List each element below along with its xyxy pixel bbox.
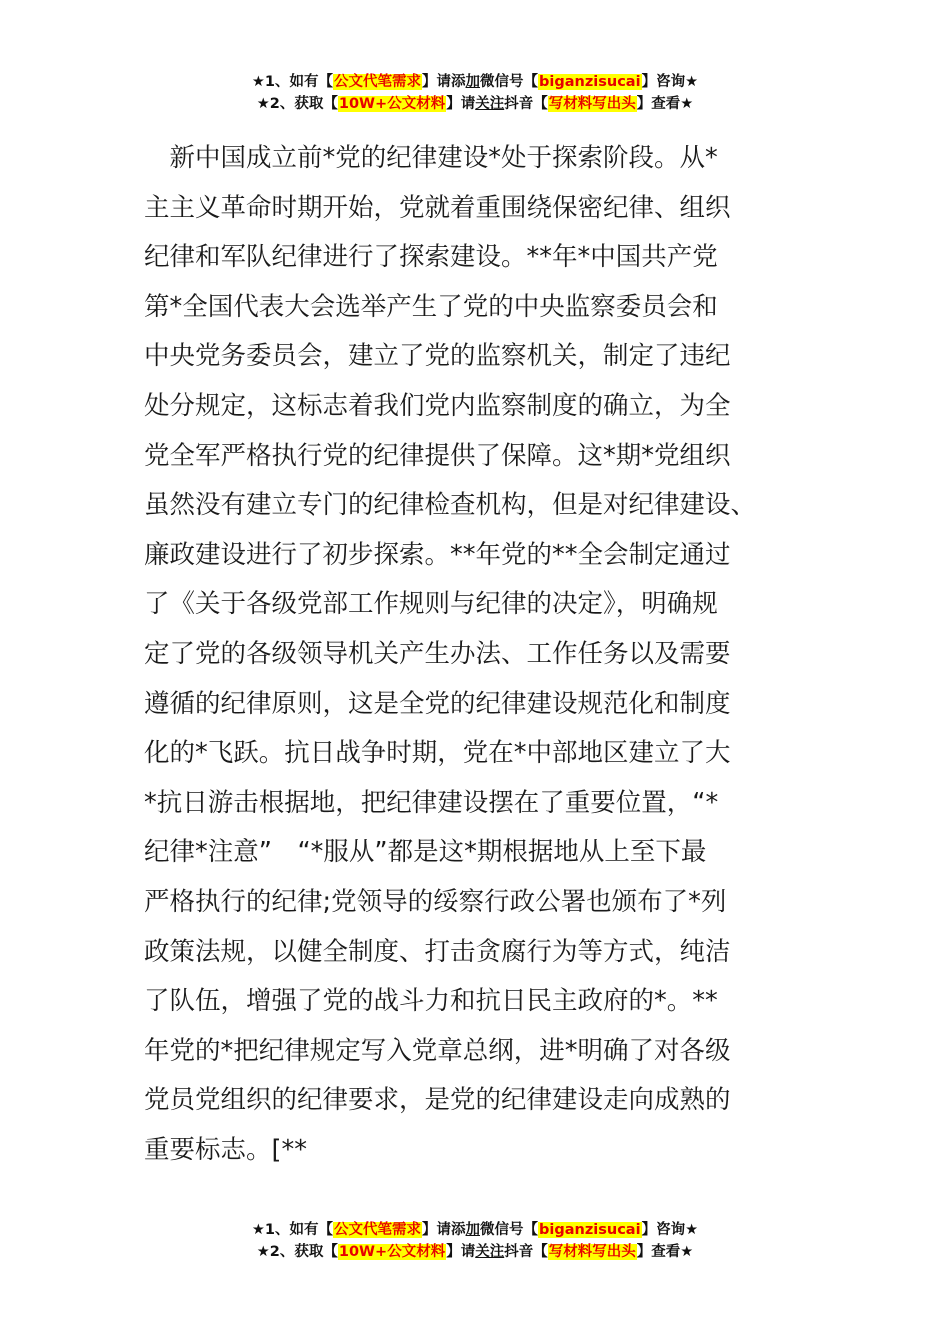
- banner-highlight-wechat: biganzisucai: [539, 74, 641, 90]
- body-line: 处分规定，这标志着我们党内监察制度的确立，为全: [144, 390, 731, 421]
- banner-text: 】咨询★: [641, 1222, 699, 1238]
- banner-highlight-service: 公文代笔需求: [334, 74, 422, 90]
- body-line: 化的*飞跃。抗日战争时期，党在*中部地区建立了大: [144, 738, 731, 769]
- banner-line-2: [0, 1241, 950, 1263]
- banner-text-underlined: 关注: [475, 1244, 505, 1260]
- banner-text: ★2、获取【: [256, 96, 338, 112]
- banner-text: ★2、获取【: [256, 1244, 338, 1260]
- body-line: *抗日游击根据地，把纪律建设摆在了重要位置，“*: [144, 787, 719, 818]
- banner-line-2: [0, 93, 950, 115]
- body-line: 党员党组织的纪律要求，是党的纪律建设走向成熟的: [144, 1085, 731, 1116]
- banner-highlight-douyin: 写材料写出头: [548, 1244, 636, 1260]
- body-line: 第*全国代表大会选举产生了党的中央监察委员会和: [144, 291, 718, 322]
- banner-text: 】请: [446, 1244, 476, 1260]
- banner-highlight-wechat: biganzisucai: [539, 1222, 641, 1238]
- banner-highlight-materials: 10W+公文材料: [338, 96, 446, 112]
- body-line: 年党的*把纪律规定写入党章总纲，进*明确了对各级: [144, 1035, 731, 1066]
- footer-banner: [0, 1219, 950, 1263]
- banner-text: 】查看★: [636, 1244, 694, 1260]
- body-line: 严格执行的纪律;党领导的绥察行政公署也颁布了*列: [144, 886, 727, 917]
- body-line: 定了党的各级领导机关产生办法、工作任务以及需要: [144, 638, 731, 669]
- banner-text: 抖音【: [504, 96, 548, 112]
- banner-highlight-service: 公文代笔需求: [334, 1222, 422, 1238]
- banner-text: 】请添: [422, 74, 466, 90]
- banner-text: 微信号【: [480, 74, 539, 90]
- banner-text: 】查看★: [636, 96, 694, 112]
- body-line: 新中国成立前*党的纪律建设*处于探索阶段。从*: [144, 143, 718, 173]
- banner-text: 】请添: [422, 1222, 466, 1238]
- body-line: 纪律和军队纪律进行了探索建设。**年*中国共产党: [144, 242, 718, 273]
- banner-highlight-materials: 10W+公文材料: [338, 1244, 446, 1260]
- banner-text-underlined: 加: [465, 74, 481, 90]
- body-line: 遵循的纪律原则，这是全党的纪律建设规范化和制度: [144, 688, 731, 719]
- banner-text: ★1、如有【: [251, 1222, 334, 1238]
- banner-text: 抖音【: [504, 1244, 548, 1260]
- body-line: 政策法规，以健全制度、打击贪腐行为等方式，纯洁: [144, 936, 731, 967]
- body-line: 主主义革命时期开始，党就着重围绕保密纪律、组织: [144, 192, 731, 223]
- body-line: 纪律*注意” “*服从”都是这*期根据地从上至下最: [144, 837, 707, 868]
- body-line: 虽然没有建立专门的纪律检查机构，但是对纪律建设、: [144, 490, 757, 521]
- banner-highlight-douyin: 写材料写出头: [548, 96, 636, 112]
- banner-text-underlined: 加: [465, 1222, 481, 1238]
- banner-text-underlined: 关注: [475, 96, 505, 112]
- body-line: 中央党务委员会，建立了党的监察机关，制定了违纪: [144, 341, 731, 372]
- banner-line-1: [0, 1219, 950, 1241]
- banner-text: 】咨询★: [641, 74, 699, 90]
- header-banner: [0, 71, 950, 115]
- banner-text: 】请: [446, 96, 476, 112]
- body-line: 重要标志。[**: [144, 1134, 307, 1165]
- body-line: 党全军严格执行党的纪律提供了保障。这*期*党组织: [144, 440, 731, 471]
- body-line: 了《关于各级党部工作规则与纪律的决定》，明确规: [144, 589, 718, 620]
- banner-line-1: [0, 71, 950, 93]
- body-line: 了队伍，增强了党的战斗力和抗日民主政府的*。**: [144, 986, 718, 1017]
- body-line: 廉政建设进行了初步探索。**年党的**全会制定通过: [144, 539, 731, 570]
- document-body: [144, 134, 824, 1175]
- banner-text: 微信号【: [480, 1222, 539, 1238]
- banner-text: ★1、如有【: [251, 74, 334, 90]
